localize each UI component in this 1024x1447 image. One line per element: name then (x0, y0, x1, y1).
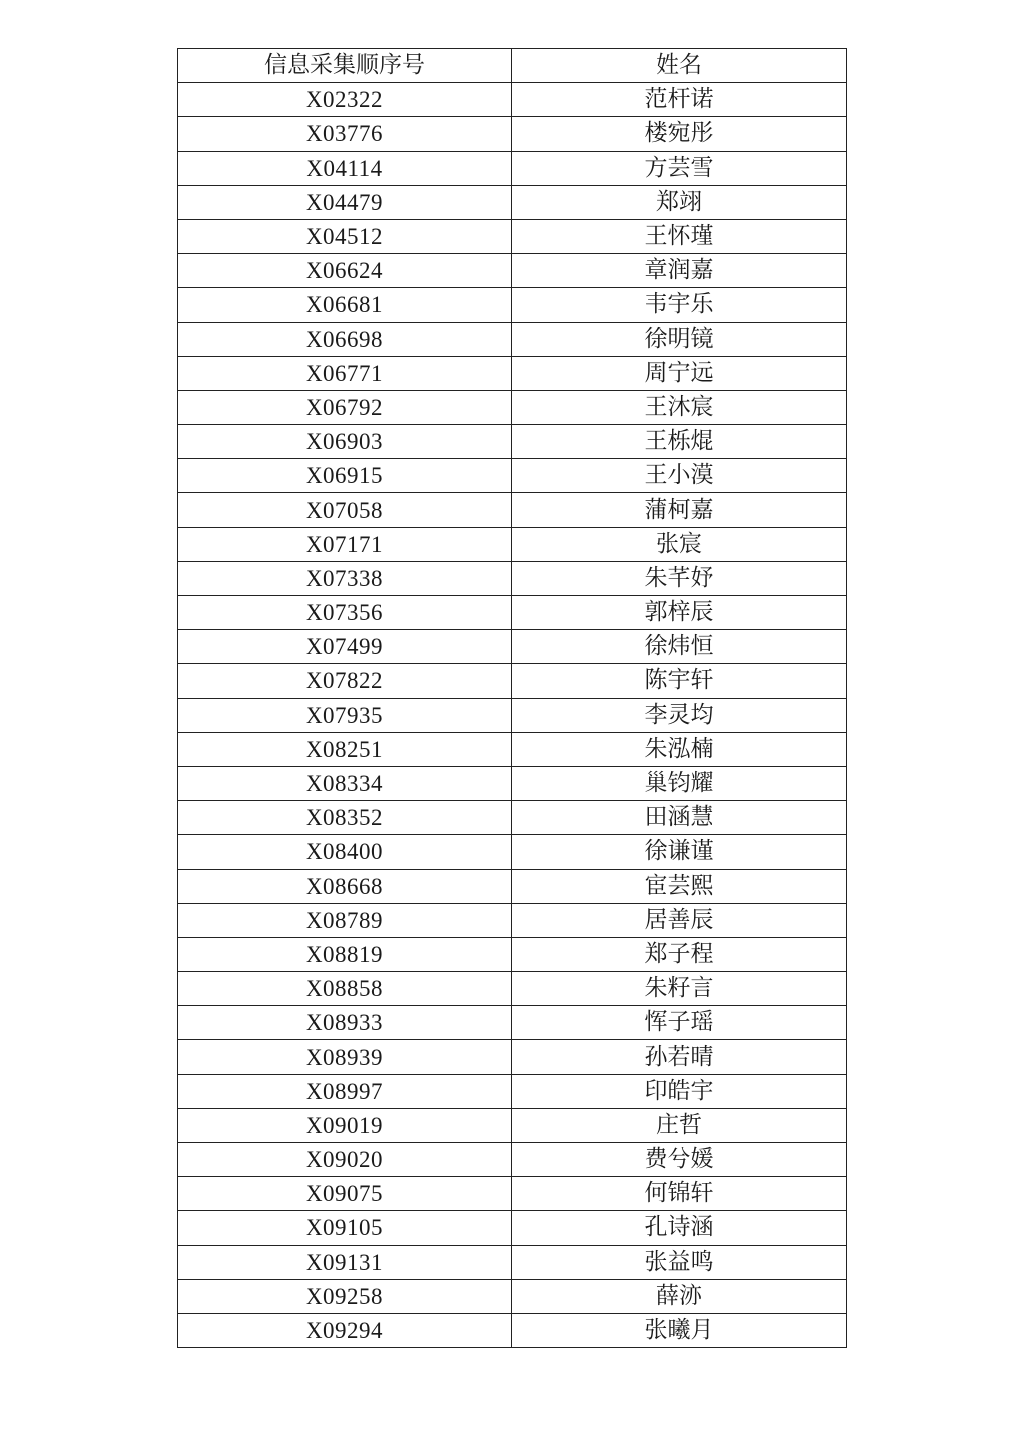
cell-code: X09131 (178, 1245, 512, 1279)
cell-code: X08334 (178, 766, 512, 800)
table-row (178, 869, 847, 903)
cell-name: 朱籽言 (512, 972, 847, 1006)
cell-code: X08668 (178, 869, 512, 903)
cell-name: 徐炜恒 (512, 630, 847, 664)
cell-code: X08352 (178, 801, 512, 835)
cell-name: 庄哲 (512, 1108, 847, 1142)
cell-code: X07171 (178, 527, 512, 561)
cell-name: 印皓宇 (512, 1074, 847, 1108)
table-row (178, 1313, 847, 1347)
table-row (178, 1211, 847, 1245)
table-row (178, 1143, 847, 1177)
cell-name: 居善辰 (512, 903, 847, 937)
cell-code: X06624 (178, 254, 512, 288)
header-code: 信息采集顺序号 (178, 49, 512, 83)
cell-name: 张曦月 (512, 1313, 847, 1347)
table-row (178, 219, 847, 253)
cell-name: 楼宛彤 (512, 117, 847, 151)
cell-code: X09019 (178, 1108, 512, 1142)
cell-name: 李灵均 (512, 698, 847, 732)
table-row (178, 83, 847, 117)
cell-code: X08819 (178, 937, 512, 971)
cell-code: X06903 (178, 425, 512, 459)
table-row (178, 322, 847, 356)
table-row (178, 1040, 847, 1074)
table-row (178, 664, 847, 698)
table-row (178, 630, 847, 664)
table-row (178, 937, 847, 971)
table-row (178, 390, 847, 424)
table-row (178, 732, 847, 766)
cell-code: X04512 (178, 219, 512, 253)
cell-name: 巢钧耀 (512, 766, 847, 800)
cell-name: 王小漠 (512, 459, 847, 493)
cell-code: X06681 (178, 288, 512, 322)
table-row (178, 1245, 847, 1279)
table-row (178, 835, 847, 869)
cell-name: 张宸 (512, 527, 847, 561)
cell-code: X06915 (178, 459, 512, 493)
cell-code: X07338 (178, 561, 512, 595)
cell-code: X04479 (178, 185, 512, 219)
cell-name: 张益鸣 (512, 1245, 847, 1279)
cell-name: 朱芊妤 (512, 561, 847, 595)
table-row (178, 766, 847, 800)
table-row (178, 117, 847, 151)
cell-name: 王沐宸 (512, 390, 847, 424)
cell-code: X08933 (178, 1006, 512, 1040)
table-row (178, 596, 847, 630)
table-row (178, 1279, 847, 1313)
roster-table (177, 48, 847, 1348)
roster-sheet (177, 48, 846, 1348)
cell-name: 韦宇乐 (512, 288, 847, 322)
table-row (178, 698, 847, 732)
cell-code: X08251 (178, 732, 512, 766)
cell-name: 蒲柯嘉 (512, 493, 847, 527)
table-row (178, 356, 847, 390)
cell-name: 薛洂 (512, 1279, 847, 1313)
table-row (178, 1006, 847, 1040)
cell-name: 方芸雪 (512, 151, 847, 185)
cell-code: X07822 (178, 664, 512, 698)
cell-name: 费兮媛 (512, 1143, 847, 1177)
table-row (178, 459, 847, 493)
cell-name: 王怀瑾 (512, 219, 847, 253)
cell-name: 孔诗涵 (512, 1211, 847, 1245)
table-row (178, 1074, 847, 1108)
table-row (178, 425, 847, 459)
cell-name: 田涵慧 (512, 801, 847, 835)
cell-code: X04114 (178, 151, 512, 185)
table-row (178, 1108, 847, 1142)
table-row (178, 288, 847, 322)
cell-code: X03776 (178, 117, 512, 151)
cell-code: X08789 (178, 903, 512, 937)
header-row (178, 49, 847, 83)
cell-code: X09105 (178, 1211, 512, 1245)
cell-name: 孙若晴 (512, 1040, 847, 1074)
table-row (178, 254, 847, 288)
cell-name: 郭梓辰 (512, 596, 847, 630)
cell-name: 朱泓楠 (512, 732, 847, 766)
table-row (178, 801, 847, 835)
cell-code: X06792 (178, 390, 512, 424)
cell-code: X09258 (178, 1279, 512, 1313)
cell-code: X02322 (178, 83, 512, 117)
cell-code: X09075 (178, 1177, 512, 1211)
cell-code: X07935 (178, 698, 512, 732)
table-row (178, 527, 847, 561)
cell-name: 徐明镜 (512, 322, 847, 356)
cell-name: 何锦轩 (512, 1177, 847, 1211)
cell-code: X07058 (178, 493, 512, 527)
table-header (178, 49, 847, 83)
table-row (178, 561, 847, 595)
cell-code: X08400 (178, 835, 512, 869)
header-name: 姓名 (512, 49, 847, 83)
cell-name: 徐谦谨 (512, 835, 847, 869)
cell-code: X07356 (178, 596, 512, 630)
cell-name: 郑子程 (512, 937, 847, 971)
cell-code: X07499 (178, 630, 512, 664)
cell-name: 王栎焜 (512, 425, 847, 459)
table-row (178, 493, 847, 527)
cell-name: 周宁远 (512, 356, 847, 390)
cell-code: X08997 (178, 1074, 512, 1108)
table-row (178, 972, 847, 1006)
cell-code: X08858 (178, 972, 512, 1006)
cell-name: 宦芸熙 (512, 869, 847, 903)
cell-name: 恽子瑶 (512, 1006, 847, 1040)
table-body (178, 83, 847, 1348)
cell-code: X09294 (178, 1313, 512, 1347)
cell-name: 陈宇轩 (512, 664, 847, 698)
table-row (178, 151, 847, 185)
table-row (178, 903, 847, 937)
cell-code: X06698 (178, 322, 512, 356)
table-row (178, 1177, 847, 1211)
cell-code: X06771 (178, 356, 512, 390)
cell-name: 范杆诺 (512, 83, 847, 117)
table-row (178, 185, 847, 219)
cell-code: X08939 (178, 1040, 512, 1074)
cell-name: 章润嘉 (512, 254, 847, 288)
cell-name: 郑翊 (512, 185, 847, 219)
cell-code: X09020 (178, 1143, 512, 1177)
